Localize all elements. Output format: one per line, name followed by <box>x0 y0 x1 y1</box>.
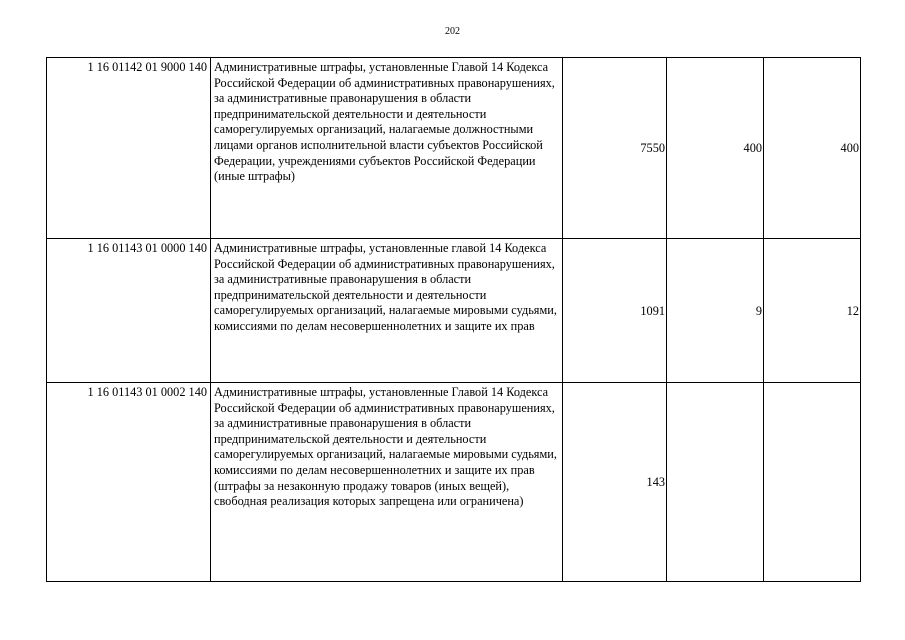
value-cell-1: 7550 <box>563 58 667 239</box>
description-cell: Административные штрафы, установленные Главой 14 Кодекса Российской Федерации об административных правонарушениях, за административные правонарушения в области предпринимательской деятельности и деятельности саморегулируемых организаций, налагаемые должностными лицами органов исполнительной власти субъектов Российской Федерации, учреждениями субъектов Российской Федерации (иные штрафы) <box>211 58 563 239</box>
table-row <box>47 58 861 239</box>
budget-code-cell: 1 16 01142 01 9000 140 <box>47 58 211 239</box>
budget-table <box>46 57 861 582</box>
budget-code-cell: 1 16 01143 01 0000 140 <box>47 239 211 383</box>
budget-code-cell: 1 16 01143 01 0002 140 <box>47 383 211 582</box>
value-cell-1: 1091 <box>563 239 667 383</box>
value-cell-3: 12 <box>764 239 861 383</box>
value-cell-2: 9 <box>667 239 764 383</box>
value-cell-2 <box>667 383 764 582</box>
page-number: 202 <box>445 26 460 37</box>
value-cell-1: 143 <box>563 383 667 582</box>
value-cell-2: 400 <box>667 58 764 239</box>
description-cell: Административные штрафы, установленные главой 14 Кодекса Российской Федерации об административных правонарушениях, за административные правонарушения в области предпринимательской деятельности и деятельности саморегулируемых организаций, налагаемые мировыми судьями, комиссиями по делам несовершеннолетних и защите их прав <box>211 239 563 383</box>
value-cell-3: 400 <box>764 58 861 239</box>
table-row <box>47 383 861 582</box>
value-cell-3 <box>764 383 861 582</box>
table-row <box>47 239 861 383</box>
description-cell: Административные штрафы, установленные Главой 14 Кодекса Российской Федерации об административных правонарушениях, за административные правонарушения в области предпринимательской деятельности и деятельности саморегулируемых организаций, налагаемые мировыми судьями, комиссиями по делам несовершеннолетних и защите их прав (штрафы за незаконную продажу товаров (иных вещей), свободная реализация которых запрещена или ограничена) <box>211 383 563 582</box>
